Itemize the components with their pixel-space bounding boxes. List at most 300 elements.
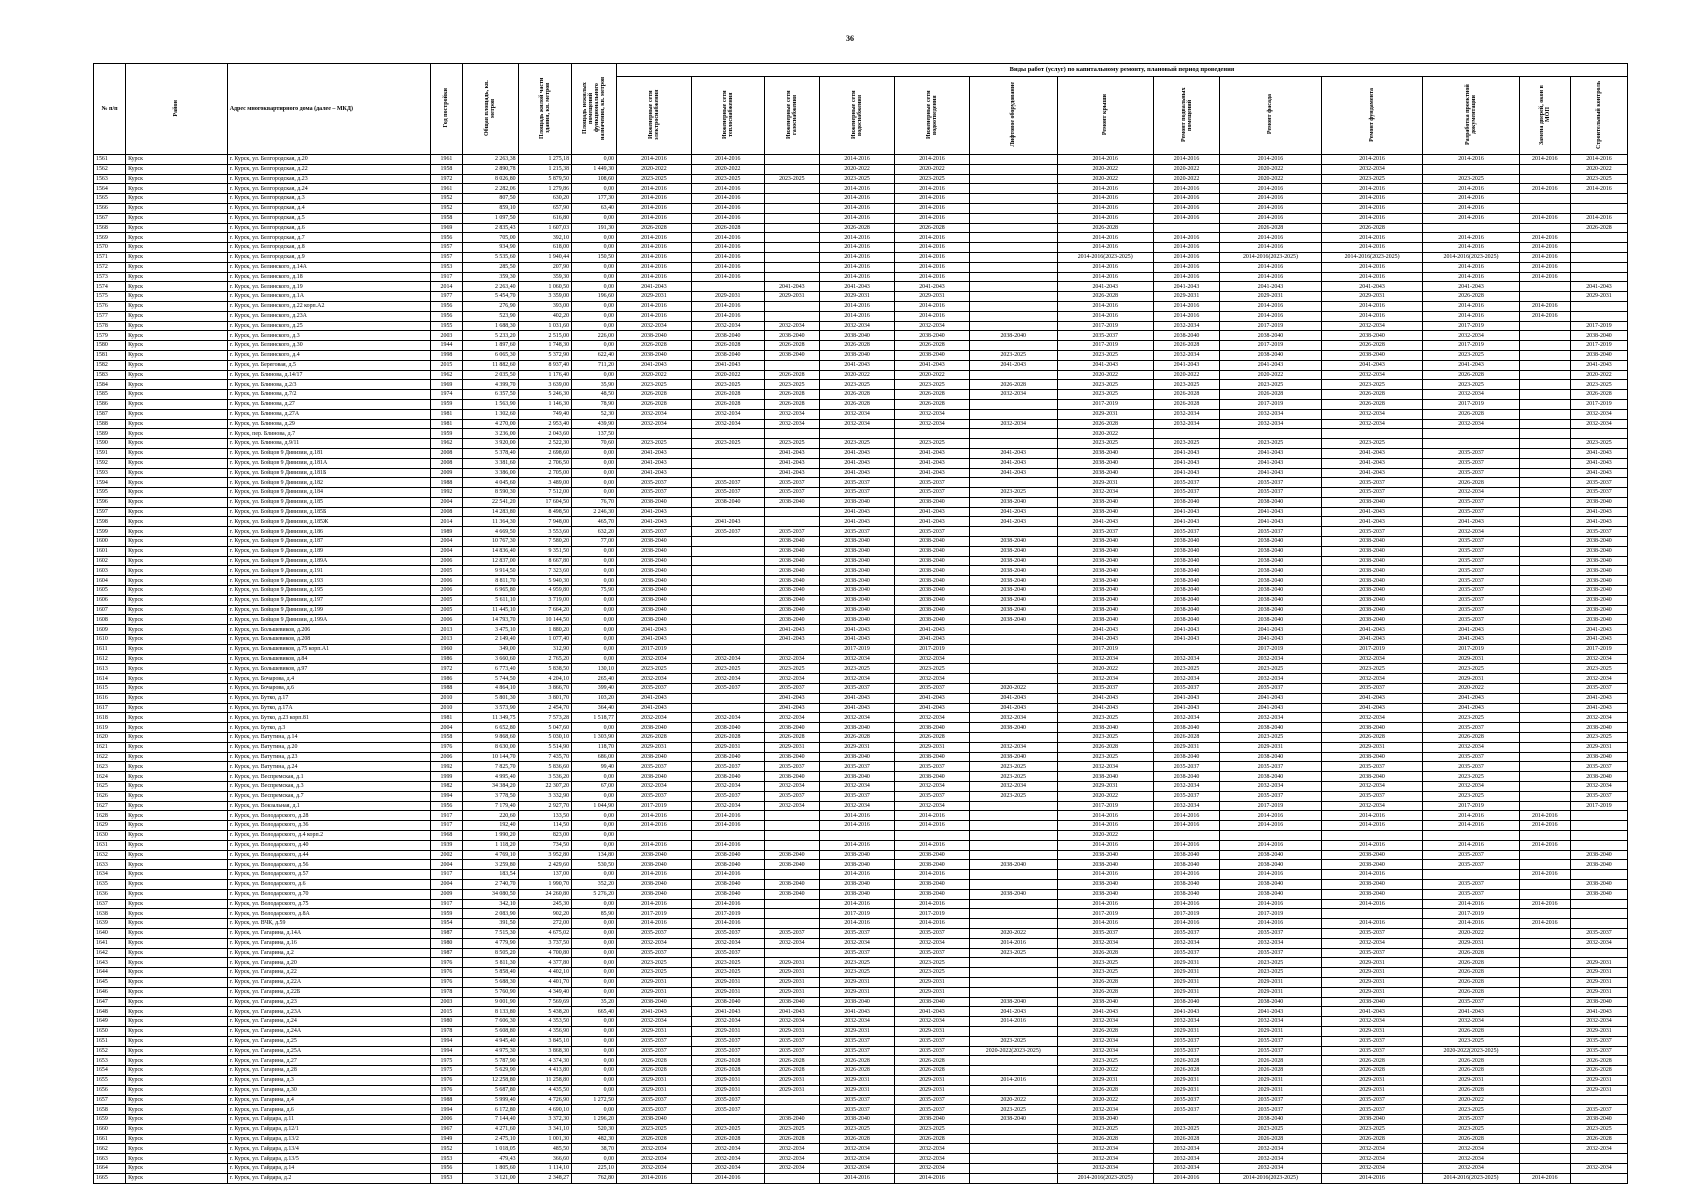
table-cell: 2035-2037	[1423, 468, 1519, 478]
table-cell: 2032-2034	[1570, 938, 1627, 948]
table-cell: 2004	[430, 546, 462, 556]
table-cell: 2014-2016	[616, 213, 691, 223]
table-cell	[969, 899, 1057, 909]
table-cell: Курск	[126, 439, 228, 449]
table-row	[94, 664, 1628, 674]
table-cell	[1570, 252, 1627, 262]
table-cell: 2029-2031	[764, 977, 820, 987]
table-cell: 2023-2025	[895, 174, 970, 184]
table-cell: 2038-2040	[969, 556, 1057, 566]
table-cell	[969, 213, 1057, 223]
table-cell: 807,50	[462, 194, 518, 204]
table-cell: 2035-2037	[895, 928, 970, 938]
table-cell	[1519, 497, 1570, 507]
table-cell: г. Курск, ул. Бойцов 9 Дивизии, д.191	[227, 566, 430, 576]
table-cell: 2023-2025	[1423, 664, 1519, 674]
table-cell: 2038-2040	[764, 537, 820, 547]
table-cell: 1642	[94, 948, 126, 958]
table-cell: 2029-2031	[616, 1026, 691, 1036]
table-cell: 2032-2034	[1423, 527, 1519, 537]
table-cell: 2041-2043	[1220, 1007, 1322, 1017]
table-cell: 2038-2040	[691, 860, 764, 870]
table-cell: 1630	[94, 830, 126, 840]
table-cell: 2032-2034	[764, 801, 820, 811]
table-cell: 2038-2040	[1321, 997, 1423, 1007]
table-row	[94, 507, 1628, 517]
table-cell: 1994	[430, 1105, 462, 1115]
table-cell: 2020-2022	[1153, 164, 1219, 174]
table-cell: 2023-2025	[969, 350, 1057, 360]
table-cell: Курск	[126, 997, 228, 1007]
table-cell: 2038-2040	[1057, 458, 1153, 468]
table-cell: 2032-2034	[895, 1017, 970, 1027]
table-cell	[1519, 1164, 1570, 1174]
table-cell: 2015	[430, 1007, 462, 1017]
table-cell	[691, 537, 764, 547]
table-cell: Курск	[126, 390, 228, 400]
table-cell: 2026-2028	[1321, 223, 1423, 233]
table-cell: 2038-2040	[1057, 879, 1153, 889]
table-cell	[1321, 830, 1423, 840]
table-cell: 2035-2037	[691, 1036, 764, 1046]
table-cell: 2041-2043	[1057, 635, 1153, 645]
table-row	[94, 360, 1628, 370]
table-cell: 0,00	[572, 1154, 617, 1164]
table-cell: 2026-2028	[820, 399, 895, 409]
table-cell	[691, 458, 764, 468]
table-row	[94, 1007, 1628, 1017]
table-cell	[691, 468, 764, 478]
table-cell	[691, 282, 764, 292]
table-cell: 2026-2028	[1570, 1066, 1627, 1076]
table-cell: 2032-2034	[820, 321, 895, 331]
table-cell: 2032-2034	[1570, 1144, 1627, 1154]
table-cell: 2014-2016	[1220, 194, 1322, 204]
table-cell	[1519, 223, 1570, 233]
table-cell: 2041-2043	[895, 625, 970, 635]
table-cell: 2041-2043	[1153, 448, 1219, 458]
table-cell: Курск	[126, 1085, 228, 1095]
table-cell	[1423, 830, 1519, 840]
table-cell: Курск	[126, 1164, 228, 1174]
table-cell: 2035-2037	[1153, 928, 1219, 938]
table-cell: 2038-2040	[820, 615, 895, 625]
table-cell: 1591	[94, 448, 126, 458]
table-cell: 1652	[94, 1046, 126, 1056]
table-cell: 2032-2034	[691, 654, 764, 664]
table-cell: 2038-2040	[820, 350, 895, 360]
table-cell: 10 144,70	[462, 752, 518, 762]
header-facade: Ремонт фасада	[1220, 77, 1322, 155]
table-cell: 2017-2019	[1057, 644, 1153, 654]
table-cell: 5 030,10	[518, 733, 571, 743]
table-cell: 0,00	[572, 448, 617, 458]
table-cell: 2026-2028	[895, 1134, 970, 1144]
table-cell	[764, 252, 820, 262]
table-cell: 2029-2031	[616, 977, 691, 987]
table-cell: 1999	[430, 772, 462, 782]
table-cell: 2023-2025	[1220, 733, 1322, 743]
table-cell: 4 995,40	[462, 772, 518, 782]
table-cell: 2014-2016	[691, 1173, 764, 1183]
table-cell: 2026-2028	[691, 1134, 764, 1144]
table-cell: 4 270,00	[462, 419, 518, 429]
table-cell: 3 332,90	[518, 791, 571, 801]
table-cell: 2041-2043	[820, 635, 895, 645]
table-cell	[1519, 987, 1570, 997]
table-cell: 2038-2040	[820, 595, 895, 605]
table-cell: Курск	[126, 821, 228, 831]
header-gas: Инженерные сети газоснабжения	[764, 77, 820, 155]
table-cell: 1587	[94, 409, 126, 419]
table-cell: 2041-2043	[1153, 458, 1219, 468]
table-cell: 2032-2034	[1570, 419, 1627, 429]
table-cell	[969, 174, 1057, 184]
table-cell: 1632	[94, 850, 126, 860]
table-cell: 2014-2016	[895, 311, 970, 321]
table-cell: Курск	[126, 1066, 228, 1076]
table-cell: 2038-2040	[764, 615, 820, 625]
table-cell: 2038-2040	[895, 997, 970, 1007]
table-cell: 1 880,20	[518, 625, 571, 635]
table-cell: 1944	[430, 341, 462, 351]
table-cell: 2014-2016	[895, 243, 970, 253]
table-cell: 2041-2043	[1321, 693, 1423, 703]
table-cell: 5 535,60	[462, 252, 518, 262]
table-cell: 2041-2043	[1321, 625, 1423, 635]
table-cell: 4 045,60	[462, 478, 518, 488]
table-cell: Курск	[126, 1017, 228, 1027]
table-cell: 342,10	[462, 899, 518, 909]
table-cell: 2017-2019	[1220, 801, 1322, 811]
table-cell: 1589	[94, 429, 126, 439]
table-cell	[1570, 1095, 1627, 1105]
table-cell: 2041-2043	[969, 703, 1057, 713]
table-cell: 2032-2034	[691, 713, 764, 723]
table-cell: 2038-2040	[1321, 879, 1423, 889]
table-cell: 2006	[430, 1115, 462, 1125]
table-cell: 2026-2028	[1570, 390, 1627, 400]
table-cell: Курск	[126, 233, 228, 243]
table-cell: 630,20	[518, 194, 571, 204]
table-cell: 2014-2016	[1057, 311, 1153, 321]
table-cell: 67,00	[572, 782, 617, 792]
table-row	[94, 331, 1628, 341]
table-cell	[1519, 850, 1570, 860]
table-cell: 2041-2043	[1321, 458, 1423, 468]
table-cell: 2026-2028	[691, 390, 764, 400]
table-cell: 2014-2016	[1153, 203, 1219, 213]
table-cell: 3 536,20	[518, 772, 571, 782]
table-cell: 2017-2019	[1220, 321, 1322, 331]
table-cell: 2006	[430, 586, 462, 596]
table-cell: 2014-2016	[691, 203, 764, 213]
table-cell: Курск	[126, 282, 228, 292]
table-cell: 2041-2043	[616, 458, 691, 468]
table-cell: г. Курск, ул. Ватутина, д.14	[227, 733, 430, 743]
table-cell: 2041-2043	[1570, 360, 1627, 370]
table-cell: г. Курск, ул. Бойцов 9 Дивизии, д.189	[227, 546, 430, 556]
table-cell: 1 044,90	[572, 801, 617, 811]
table-cell: 2 698,60	[518, 448, 571, 458]
table-row	[94, 252, 1628, 262]
table-cell: 2014-2016	[1321, 870, 1423, 880]
table-cell: 665,40	[572, 1007, 617, 1017]
table-cell: 2029-2031	[1220, 1075, 1322, 1085]
table-cell: 1607	[94, 605, 126, 615]
table-cell: 705,00	[462, 233, 518, 243]
table-cell: 2038-2040	[1570, 997, 1627, 1007]
table-cell: г. Курск, ул. Блинова, д.14/17	[227, 370, 430, 380]
table-cell: 2014-2016	[895, 919, 970, 929]
table-cell: г. Курск, ул. Белинского, д.1А	[227, 292, 430, 302]
table-cell: 2023-2025	[1057, 350, 1153, 360]
table-cell: 2014-2016	[1057, 233, 1153, 243]
table-cell: 2038-2040	[764, 860, 820, 870]
table-cell: 1962	[430, 439, 462, 449]
table-cell: 2032-2034	[764, 1144, 820, 1154]
table-cell	[969, 243, 1057, 253]
table-cell	[1519, 468, 1570, 478]
table-cell: 2029-2031	[1153, 742, 1219, 752]
table-cell: 2014-2016	[1153, 213, 1219, 223]
table-cell: 4 353,50	[518, 1017, 571, 1027]
table-cell: 1617	[94, 703, 126, 713]
table-cell: 2035-2037	[1153, 684, 1219, 694]
table-cell: 4 356,90	[518, 1026, 571, 1036]
table-cell: 2032-2034	[691, 321, 764, 331]
table-cell: 0,00	[572, 654, 617, 664]
table-cell: 657,90	[518, 203, 571, 213]
table-cell	[691, 830, 764, 840]
table-cell: 285,50	[462, 262, 518, 272]
table-cell: 2026-2028	[616, 399, 691, 409]
table-cell: 2023-2025	[820, 439, 895, 449]
table-cell: 1917	[430, 870, 462, 880]
table-cell: 2014-2016	[1519, 262, 1570, 272]
table-cell	[1519, 909, 1570, 919]
table-row	[94, 723, 1628, 733]
table-cell: Курск	[126, 1056, 228, 1066]
table-cell: 2017-2019	[616, 644, 691, 654]
table-cell: 1574	[94, 282, 126, 292]
table-cell: 2014-2016	[1423, 899, 1519, 909]
table-cell: 2032-2034	[764, 1017, 820, 1027]
table-cell: 2026-2028	[1570, 1056, 1627, 1066]
table-cell: 2038-2040	[820, 566, 895, 576]
table-cell: 11 882,60	[462, 360, 518, 370]
header-living-area: Площадь жилой части здания, кв. метров	[518, 64, 571, 155]
table-cell: 183,54	[462, 870, 518, 880]
table-cell	[1519, 331, 1570, 341]
table-cell: 2038-2040	[1220, 331, 1322, 341]
table-cell: 2032-2034	[1321, 713, 1423, 723]
table-cell: 2014-2016	[895, 840, 970, 850]
table-cell	[1519, 879, 1570, 889]
table-cell: г. Курск, ул. Веспремская, д.1	[227, 772, 430, 782]
table-cell: 2041-2043	[1153, 1007, 1219, 1017]
table-cell: 2014-2016	[1057, 203, 1153, 213]
table-cell: 2038-2040	[1220, 615, 1322, 625]
table-cell: 523,90	[462, 311, 518, 321]
table-cell: 0,00	[572, 968, 617, 978]
table-cell: 5 514,90	[518, 742, 571, 752]
table-cell: 2014-2016	[616, 262, 691, 272]
table-cell: 2026-2028	[969, 380, 1057, 390]
table-cell: 34 080,50	[462, 889, 518, 899]
table-cell: 2038-2040	[895, 556, 970, 566]
table-cell: 2032-2034	[820, 654, 895, 664]
table-cell: 2041-2043	[1220, 448, 1322, 458]
table-cell: 0,00	[572, 1075, 617, 1085]
table-cell: Курск	[126, 615, 228, 625]
table-cell: 1562	[94, 164, 126, 174]
table-cell: 2014-2016	[1220, 203, 1322, 213]
table-cell	[969, 801, 1057, 811]
table-cell: 3 121,00	[462, 1173, 518, 1183]
table-row	[94, 811, 1628, 821]
table-cell: 2026-2028	[1423, 370, 1519, 380]
table-cell: 2014-2016(2023-2025)	[1423, 1173, 1519, 1183]
table-cell: 0,00	[572, 595, 617, 605]
table-cell: 2026-2028	[1220, 1066, 1322, 1076]
table-cell: 1992	[430, 488, 462, 498]
table-cell: 1648	[94, 1007, 126, 1017]
table-cell: 2032-2034	[895, 1164, 970, 1174]
table-row	[94, 889, 1628, 899]
table-cell: 2014-2016	[691, 213, 764, 223]
table-cell: 1592	[94, 458, 126, 468]
table-cell: 5 438,20	[518, 1007, 571, 1017]
table-cell: 2038-2040	[616, 546, 691, 556]
table-cell: 2023-2025	[616, 439, 691, 449]
table-cell	[1519, 1095, 1570, 1105]
table-cell: 2014-2016	[1057, 155, 1153, 165]
table-cell: 2041-2043	[1220, 458, 1322, 468]
table-cell	[969, 184, 1057, 194]
table-cell: 2032-2034	[895, 419, 970, 429]
table-cell: 2029-2031	[1153, 1026, 1219, 1036]
table-cell: 2026-2028	[691, 341, 764, 351]
table-cell: 2041-2043	[764, 282, 820, 292]
table-cell: 1953	[430, 262, 462, 272]
table-cell: 2035-2037	[691, 791, 764, 801]
table-cell	[969, 987, 1057, 997]
table-cell: 2020-2022	[1057, 174, 1153, 184]
table-cell	[1519, 390, 1570, 400]
table-cell: 1989	[430, 527, 462, 537]
table-cell: 2035-2037	[764, 762, 820, 772]
table-cell: 2038-2040	[1057, 605, 1153, 615]
table-cell: 2038-2040	[1321, 586, 1423, 596]
table-cell: 2038-2040	[691, 772, 764, 782]
table-cell: 2026-2028	[764, 399, 820, 409]
table-cell: Курск	[126, 546, 228, 556]
table-cell: 1593	[94, 468, 126, 478]
table-cell: 2020-2022	[969, 928, 1057, 938]
table-cell: 2023-2025	[1423, 1036, 1519, 1046]
table-cell: 2035-2037	[691, 948, 764, 958]
table-cell: 2029-2031	[1220, 1026, 1322, 1036]
table-cell: 1959	[430, 399, 462, 409]
table-cell: 2014-2016	[1519, 243, 1570, 253]
table-cell: 1660	[94, 1124, 126, 1134]
table-cell	[764, 203, 820, 213]
table-cell: 2041-2043	[820, 468, 895, 478]
table-cell: 2041-2043	[820, 458, 895, 468]
table-cell	[969, 292, 1057, 302]
header-num: № п/п	[94, 64, 126, 155]
table-cell: 2041-2043	[1220, 693, 1322, 703]
table-cell: 3 236,00	[462, 429, 518, 439]
table-cell: 1571	[94, 252, 126, 262]
table-cell: 2023-2025	[1423, 1124, 1519, 1134]
table-cell: 2014-2016	[1423, 272, 1519, 282]
table-cell: 2014-2016	[1519, 311, 1570, 321]
table-cell: 2032-2034	[616, 409, 691, 419]
table-row	[94, 674, 1628, 684]
table-cell: 2004	[430, 860, 462, 870]
table-cell: 2032-2034	[616, 782, 691, 792]
table-cell: 2041-2043	[1423, 635, 1519, 645]
table-cell: 2032-2034	[1321, 674, 1423, 684]
table-cell: 2041-2043	[616, 360, 691, 370]
table-cell: 2029-2031	[1321, 977, 1423, 987]
table-cell: 2041-2043	[616, 635, 691, 645]
table-cell	[764, 429, 820, 439]
table-cell: 4 975,30	[462, 1046, 518, 1056]
table-cell: 2035-2037	[1057, 684, 1153, 694]
table-cell: 2035-2037	[895, 791, 970, 801]
table-cell: 3 801,70	[518, 693, 571, 703]
table-cell: 5 787,90	[462, 1056, 518, 1066]
table-cell: 2014-2016	[616, 1173, 691, 1183]
table-cell: 2038-2040	[1220, 879, 1322, 889]
table-cell: 2041-2043	[820, 448, 895, 458]
table-cell: 2038-2040	[616, 889, 691, 899]
table-cell: Курск	[126, 811, 228, 821]
table-cell	[691, 507, 764, 517]
table-cell: 3 868,30	[518, 1046, 571, 1056]
table-cell: 2014-2016	[820, 870, 895, 880]
table-cell: 2026-2028	[1423, 958, 1519, 968]
table-cell: Курск	[126, 635, 228, 645]
table-cell: 2006	[430, 576, 462, 586]
table-cell: 2017-2019	[1570, 399, 1627, 409]
table-cell: 2032-2034	[764, 938, 820, 948]
table-cell: 1597	[94, 507, 126, 517]
table-cell	[1519, 507, 1570, 517]
table-cell: 2041-2043	[1153, 703, 1219, 713]
table-cell: 2041-2043	[895, 468, 970, 478]
table-cell: 2038-2040	[969, 860, 1057, 870]
table-cell	[1519, 1017, 1570, 1027]
table-cell: Курск	[126, 733, 228, 743]
table-cell: 2014-2016	[1057, 272, 1153, 282]
table-cell: 2035-2037	[1220, 791, 1322, 801]
table-cell: 133,50	[518, 811, 571, 821]
table-cell	[969, 1164, 1057, 1174]
table-cell: 1582	[94, 360, 126, 370]
table-cell: 2014-2016	[1519, 213, 1570, 223]
table-cell: 2020-2022	[1153, 370, 1219, 380]
table-cell: 2023-2025	[820, 664, 895, 674]
table-cell: 4 675,02	[518, 928, 571, 938]
table-cell: 0,00	[572, 468, 617, 478]
table-cell: г. Курск, ул. Володарского, д.4 корп.2	[227, 830, 430, 840]
table-cell: 2026-2028	[1570, 1134, 1627, 1144]
table-cell: г. Курск, ул. Володарского, д.36	[227, 821, 430, 831]
